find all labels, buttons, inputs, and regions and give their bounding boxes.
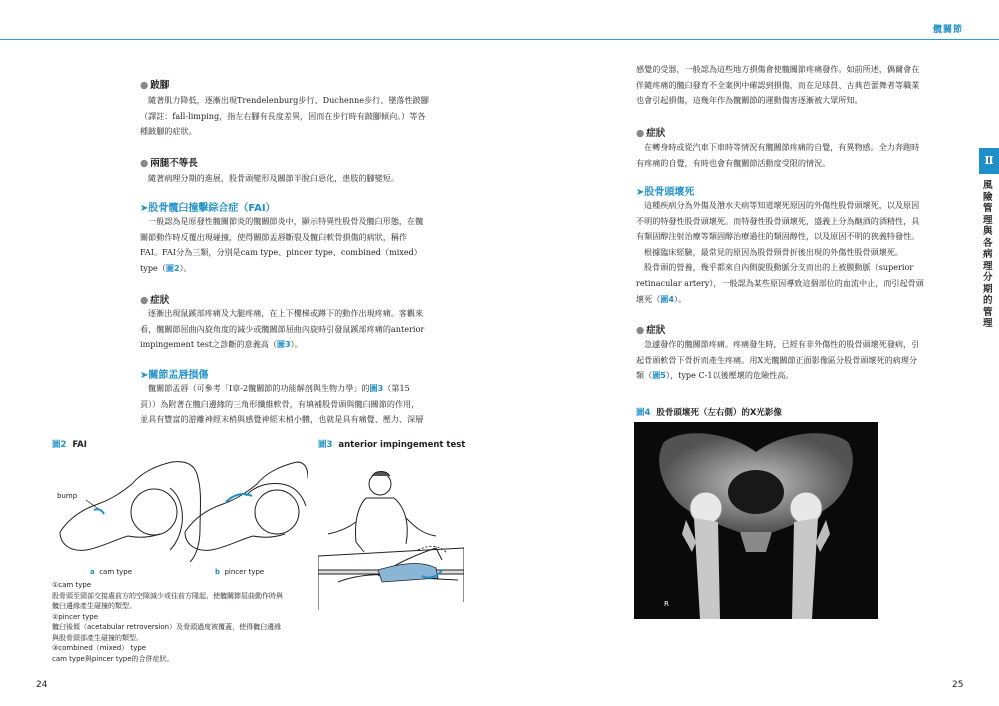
figure-ref[interactable]: 圖3 [276,339,291,350]
bullet-icon: ● [140,295,149,306]
arrow-icon: ➤ [140,203,149,214]
pelvis-xray-graphic [634,422,878,619]
section-title-symptoms-right: ● 症狀 [636,128,666,139]
fai-diagram [50,452,308,570]
chapter-tab-title: 風險管理與各病理分期的管理 [983,180,993,329]
paragraph-symptoms-2: 急遽發作的髖關節疼痛。疼痛發生時，已經有非外傷性的股骨頭壞死發病，引 起骨頭軟骨下骨折而產生疼痛。用X光髖關節正面影像區分股骨頭壞死的病理分 類（圖5），type C-1以後壓壞的危險性高。 [636,339,920,381]
heading-necrosis: ➤股骨頭壞死 [636,187,695,198]
paragraph-symptoms-right: 在轉身時或從汽車下車時等情況有髖關節疼痛的自覺，有異物感。全力奔跑時 有疼痛的自覺，有時也會有髖關節活動度受限的情況。 [636,142,920,168]
arrow-icon: ➤ [636,187,645,198]
bullet-icon: ● [636,325,645,336]
section-title-limp: ● 跛腳 [140,80,170,91]
figure-3-caption: 圖3 anterior impingement test [318,440,466,450]
figure-ref[interactable]: 圖4 [660,293,675,304]
page-number-left: 24 [36,680,48,690]
heading-labrum: ➤關節盂唇損傷 [140,370,209,381]
figure-ref[interactable]: 圖2 [165,262,180,273]
xray-image [634,422,878,619]
heading-fai: ➤股骨髖臼撞擊綜合症（FAI） [140,203,276,214]
figure-ref[interactable]: 圖3 [369,383,384,393]
bump-label: bump [57,492,78,500]
figure-ref[interactable]: 圖5 [652,370,666,381]
chapter-header: 髖關節 [932,25,963,35]
xray-side-marker: R [664,600,669,608]
paragraph-necrosis: 這種疾病分為外傷及潛水夫病等知道壞死原因的外傷性股骨頭壞死，以及原因 不明的特發性股骨頭壞死。而特發性股骨頭壞死，盛義上分為酗酒的酒精性，具 有類固醇注射治療等類固醇治療過往的類固醇性，以及原因不明的狹義特發性。 根據臨床經驗，最常見的原因為股骨頸骨折後出現的外傷性股骨頭壞死。 股骨頭的營養，幾乎都來自內側旋股動脈分支而出的上被膜動脈（superior retinacular artery），一般認為某些原因導致這個部位的血流中止，而引起骨頭 壞死（圖4）。 [636,200,924,304]
figure-2-notes: ①cam type 股骨頭至頸部交接處前方的空隙減少或往前方隆起，使髖關節屈曲動作時與 髖臼邊緣產生碰撞的類型。 ②pincer type 髖臼後傾（acetabular retroversion）及骨頭過度被覆蓋，使得髖臼邊緣 與股骨頸部產生碰撞的類型。 ③combined（mixed） type cam type與pincer type的合併症狀。 [52,581,283,663]
pincer-type-label: b pincer type [215,568,265,576]
paragraph-leg-length: 隨著病理分期的進展，股骨頭變形及關節半脫臼惡化，患肢的腳變短。 [148,173,399,183]
cam-type-label: a cam type [90,568,133,576]
paragraph-labrum-cont: 感覺的受器，一般認為這些地方損傷會使髖關節疼痛發作。如前所述，偶爾會在 伴隨疼痛的髖臼發育不全案例中確認到損傷，而在足球員、古典芭蕾舞者等職業 也會引起損傷，這幾年作為髖關節的運動傷害逐漸被大眾所知。 [636,64,920,106]
paragraph-fai: 一般認為是原發性髖關節炎的髖關節炎中，顯示特異性股骨及髖臼形態，在髖 關節動作時反覆出現碰撞，使得關節盂唇斷裂及髖臼軟骨損傷的病狀，稱作 FAI。FAI分為三類，分別是cam type、pincer type、combined（mixed） type（圖2）。 [140,216,424,273]
header-rule [0,39,999,40]
bullet-icon: ● [140,158,149,169]
section-title-symptoms-2: ● 症狀 [636,325,666,336]
arrow-icon: ➤ [140,370,149,381]
chapter-tab: Ⅱ [979,148,999,174]
paragraph-limp: 隨著肌力降低，逐漸出現Trendelenburg步行、Duchenne步行、墜落性跛腳 （譯註：fall-limping，指左右腳有長度差異，因而在步行時有跛腳傾向。）等各 種跛腳的症狀。 [140,95,429,137]
paragraph-labrum: 髖關節盂唇（可參考「Ⅰ章-2髖關節的功能解剖與生物力學」的圖3（第15 頁））為附著在髖臼邊緣的三角形纖維軟骨，有填補股骨頭與髖臼關節的作用， 並具有豐富的游離神經末梢與感覺神經末梢小體，也就是具有痛覺、壓力、深層 [140,383,424,425]
figure-2-caption: 圖2 FAI [52,440,87,450]
section-title-leg-length: ● 兩腿不等長 [140,158,198,169]
bullet-icon: ● [636,128,645,139]
section-title-symptoms: ● 症狀 [140,295,170,306]
figure-4-caption: 圖4 股骨頭壞死（左右側）的X光影像 [636,408,782,418]
bullet-icon: ● [140,80,149,91]
paragraph-symptoms: 逐漸出現鼠蹊部疼痛及大腿疼痛，在上下樓梯或蹲下的動作出現疼痛。客觀來 看，髖關節屈曲內旋角度的減少或髖關節屈曲內旋時引發鼠蹊部疼痛的anterior impingement test之診斷的意義高（圖3）。 [140,308,425,350]
page-number-right: 25 [952,680,964,690]
impingement-test-illustration [318,452,464,612]
